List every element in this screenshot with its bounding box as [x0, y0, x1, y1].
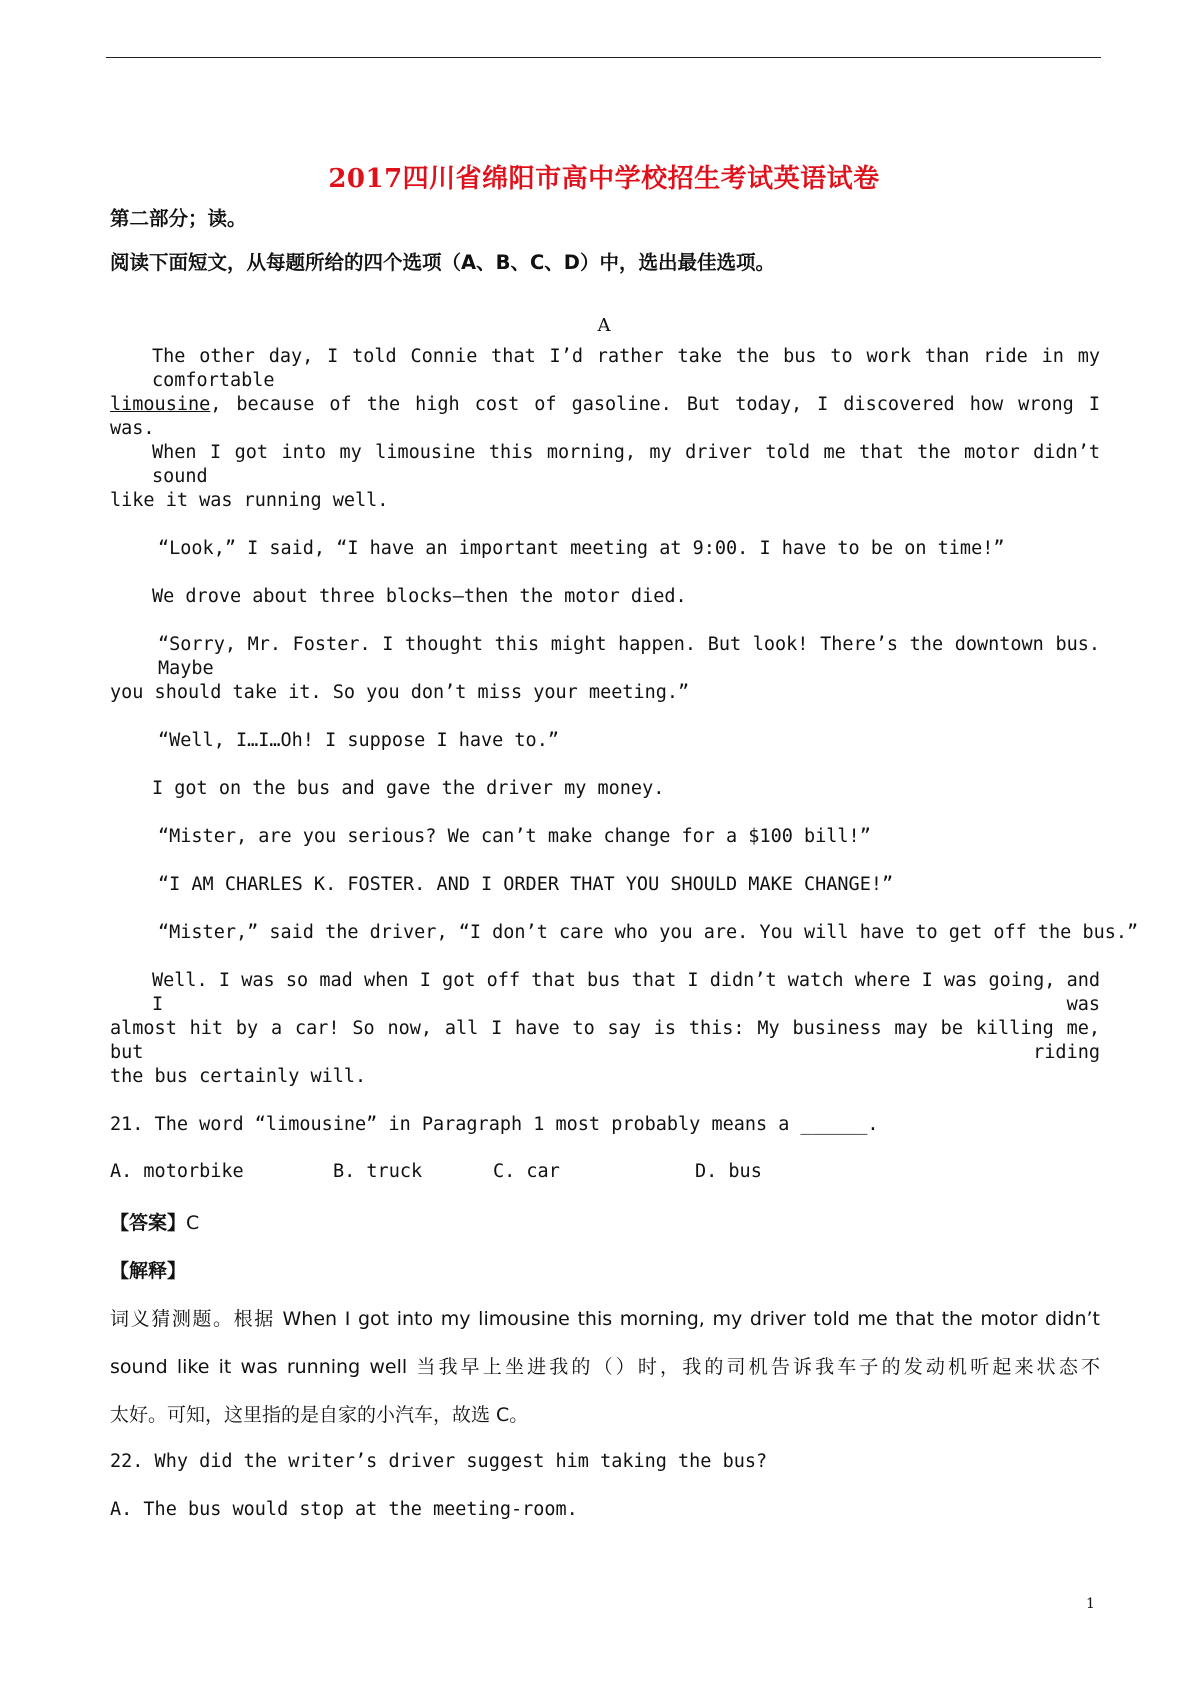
passage-line: “Mister, are you serious? We can’t make change for a $100 bill!”: [158, 826, 871, 847]
passage-line: “Well, I…I…Oh! I suppose I have to.”: [158, 730, 559, 751]
question-22-stem: 22. Why did the writer’s driver suggest him taking the bus?: [110, 1451, 768, 1472]
underlined-word: limousine: [110, 394, 211, 415]
answer-value: C: [186, 1212, 200, 1234]
explanation-line: sound like it was running well 当我早上坐进我的（）时，我的司机告诉我车子的发动机听起来状态不: [110, 1356, 1100, 1378]
question-22-option: A. The bus would stop at the meeting-room.: [110, 1499, 578, 1520]
explanation-line: 太好。可知，这里指的是自家的小汽车，故选 C。: [110, 1404, 529, 1426]
passage-line: We drove about three blocks—then the motor died.: [152, 586, 687, 607]
explain-label: 【解释】: [110, 1260, 187, 1282]
answer-line: 【答案】C: [110, 1212, 200, 1234]
passage-line: the bus certainly will.: [110, 1066, 367, 1087]
passage-line: I got on the bus and gave the driver my money.: [152, 778, 665, 799]
passage-line: When I got into my limousine this morning, my driver told me that the motor didn’t sound: [152, 442, 1100, 487]
page-number: 1: [1086, 1596, 1095, 1612]
question-21-option: D. bus: [695, 1161, 762, 1182]
passage-line: “Sorry, Mr. Foster. I thought this might happen. But look! There’s the downtown bus. Maybe: [158, 634, 1100, 679]
passage-line: Well. I was so mad when I got off that bus that I didn’t watch where I was going, and I was: [152, 970, 1100, 1015]
question-21-option: A. motorbike: [110, 1161, 244, 1182]
question-21-stem: 21. The word “limousine” in Paragraph 1 most probably means a ______.: [110, 1114, 879, 1135]
passage-line: The other day, I told Connie that I’d rather take the bus to work than ride in my comfortable: [152, 346, 1100, 391]
passage-letter: A: [597, 315, 611, 336]
question-21-option: C. car: [493, 1161, 560, 1182]
passage-line: almost hit by a car! So now, all I have to say is this: My business may be killing me, but riding: [110, 1018, 1100, 1063]
passage-line: you should take it. So you don’t miss your meeting.”: [110, 682, 690, 703]
explanation-line: 词义猜测题。根据 When I got into my limousine this morning, my driver told me that the motor didn’t: [110, 1308, 1100, 1330]
header-rule: [106, 57, 1101, 58]
passage-line: like it was running well.: [110, 490, 389, 511]
passage-line: “I AM CHARLES K. FOSTER. AND I ORDER THAT YOU SHOULD MAKE CHANGE!”: [158, 874, 894, 895]
instruction: 阅读下面短文，从每题所给的四个选项（A、B、C、D）中，选出最佳选项。: [110, 251, 775, 274]
question-21-option: B. truck: [333, 1161, 423, 1182]
section-heading: 第二部分；读。: [110, 207, 247, 230]
passage-line: “Look,” I said, “I have an important meeting at 9:00. I have to be on time!”: [158, 538, 1005, 559]
passage-line: “Mister,” said the driver, “I don’t care who you are. You will have to get off the bus.”: [158, 922, 1139, 943]
passage-line: limousine, because of the high cost of gasoline. But today, I discovered how wrong I was.: [110, 394, 1100, 439]
page-title: 2017四川省绵阳市高中学校招生考试英语试卷: [328, 164, 880, 194]
